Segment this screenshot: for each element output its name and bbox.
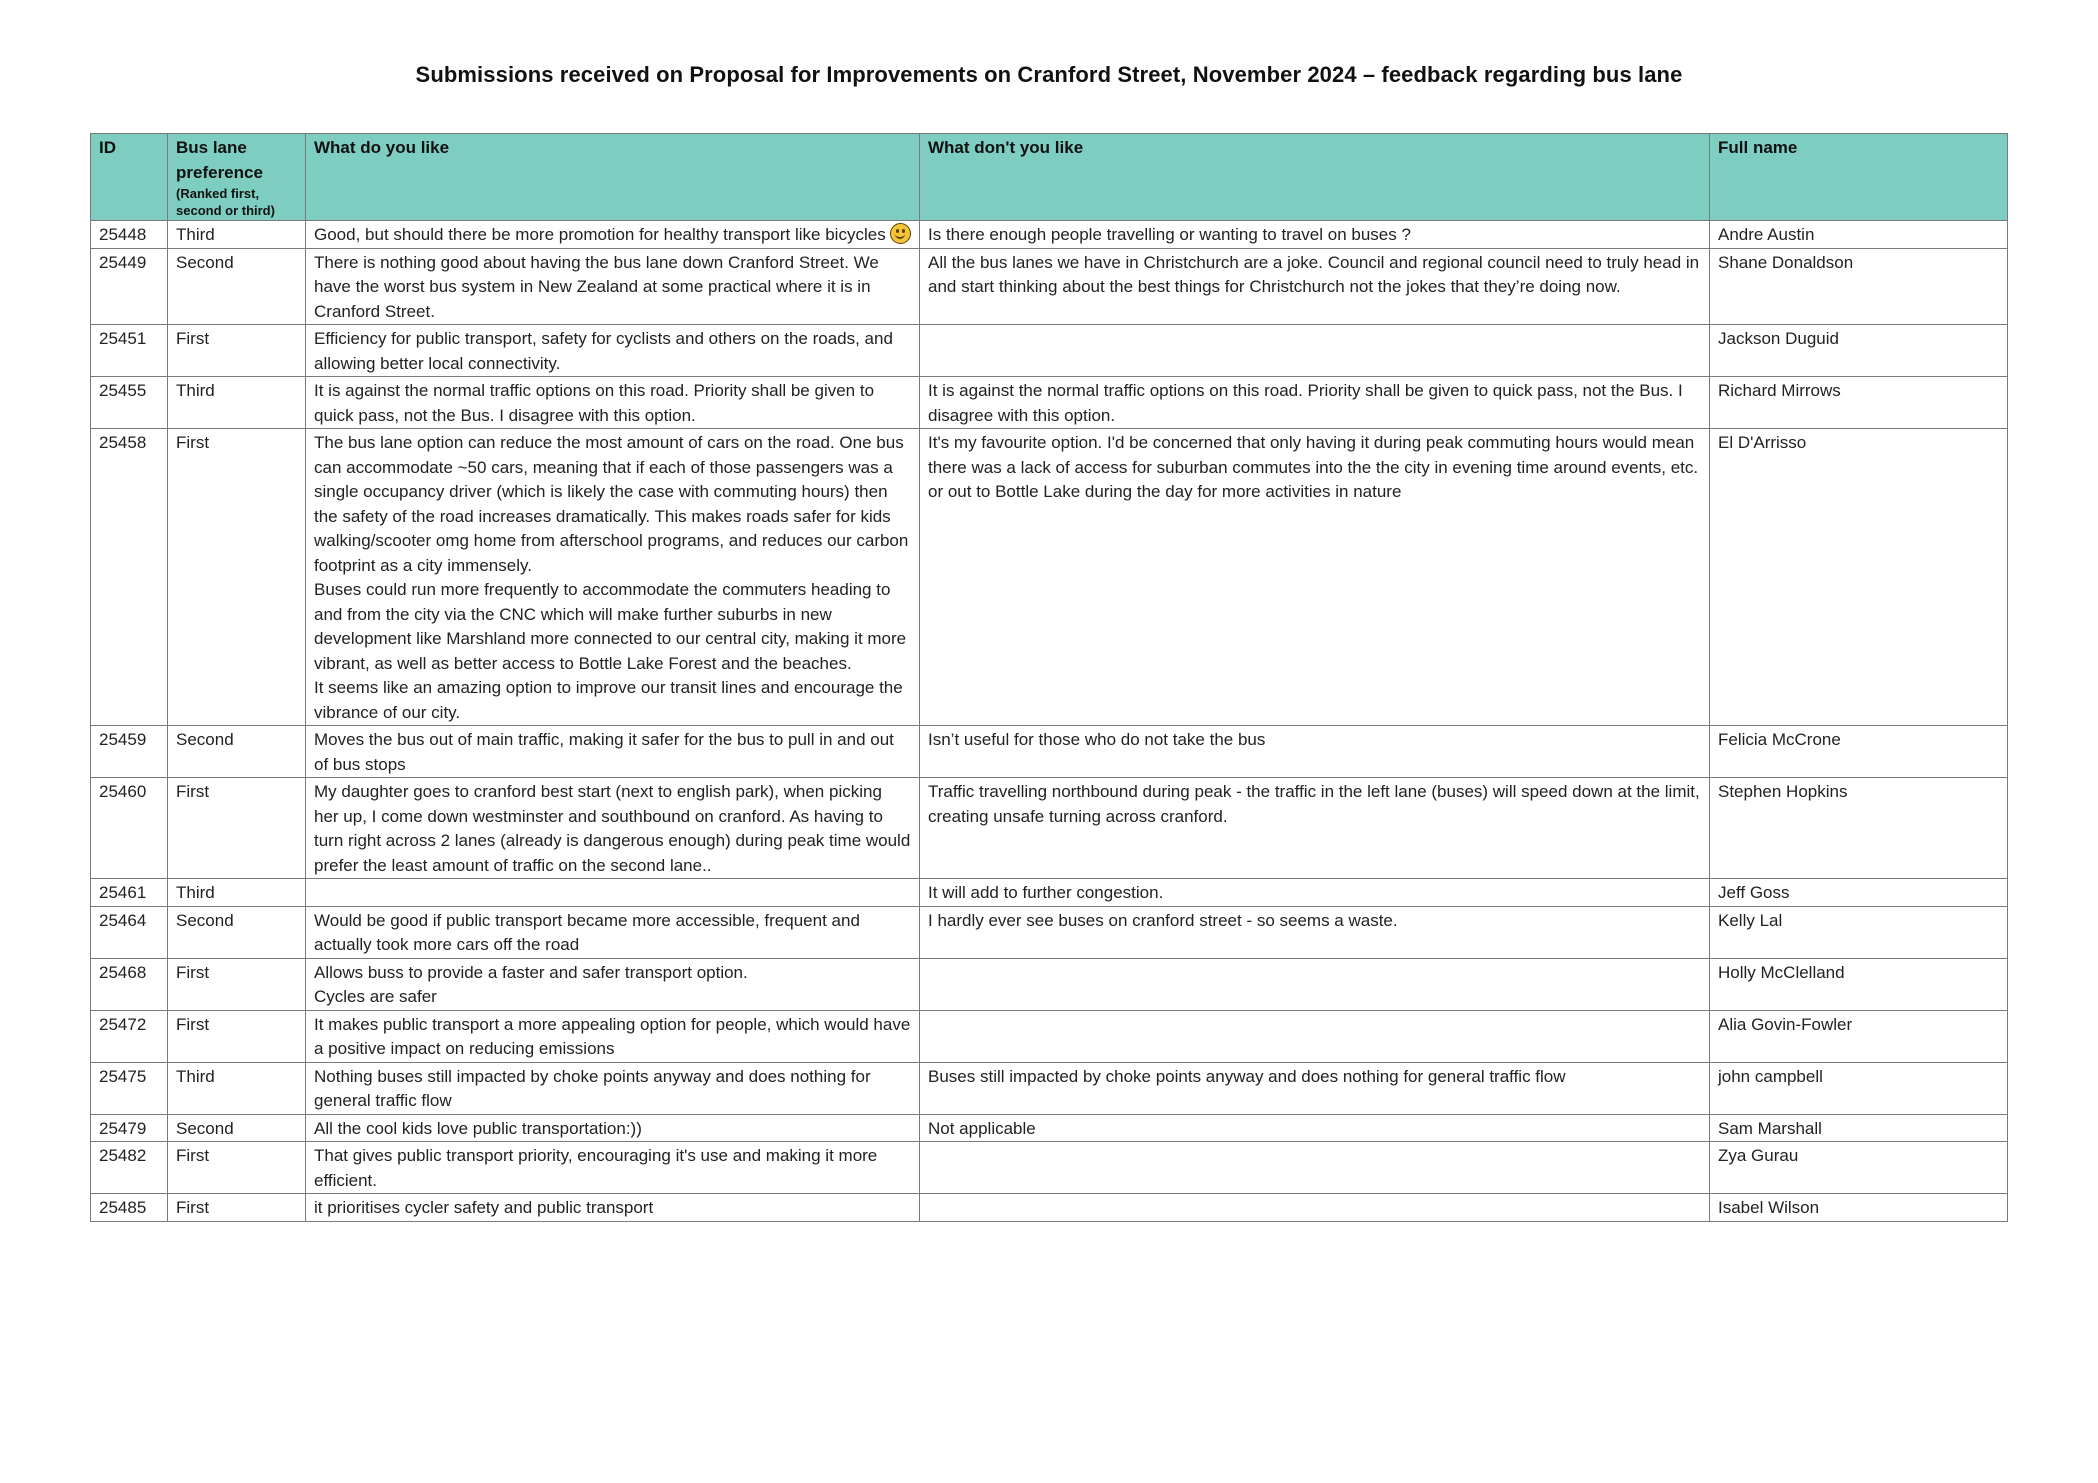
cell-like bbox=[306, 726, 920, 778]
cell-preference-text: Third bbox=[176, 381, 215, 400]
cell-full-name-text: Richard Mirrows bbox=[1718, 381, 1841, 400]
cell-id bbox=[91, 429, 168, 726]
cell-dislike-text: I hardly ever see buses on cranford street - so seems a waste. bbox=[928, 910, 1398, 930]
cell-id bbox=[91, 1142, 168, 1194]
cell-id bbox=[91, 906, 168, 958]
cell-preference bbox=[168, 1114, 306, 1142]
cell-full-name-text: El D'Arrisso bbox=[1718, 433, 1807, 452]
table-row bbox=[91, 778, 2008, 879]
header-id: ID bbox=[91, 134, 168, 221]
cell-like-text: Efficiency for public transport, safety for cyclists and others on the roads, and allowing better local connectivity. bbox=[314, 329, 893, 373]
cell-dislike bbox=[920, 778, 1710, 879]
cell-like-text: Allows buss to provide a faster and safer transport option. Cycles are safer bbox=[314, 962, 748, 1006]
cell-like bbox=[306, 879, 920, 907]
cell-like bbox=[306, 1062, 920, 1114]
cell-preference bbox=[168, 906, 306, 958]
cell-dislike-text: It's my favourite option. I'd be concerned that only having it during peak commuting hours would mean there was a lack of access for suburban commutes into the the city in evening time around events, etc. or out to Bottle Lake during the day for more activities in nature bbox=[928, 433, 1699, 501]
cell-preference bbox=[168, 248, 306, 325]
cell-preference-text: First bbox=[176, 782, 210, 801]
cell-dislike bbox=[920, 1194, 1710, 1222]
cell-like bbox=[306, 778, 920, 879]
cell-id bbox=[91, 1062, 168, 1114]
cell-full-name bbox=[1710, 221, 2008, 249]
cell-preference bbox=[168, 429, 306, 726]
cell-id-text: 25461 bbox=[99, 883, 147, 902]
cell-id-text: 25448 bbox=[99, 225, 147, 244]
cell-full-name bbox=[1710, 778, 2008, 879]
cell-id-text: 25479 bbox=[99, 1118, 147, 1138]
cell-id-text: 25485 bbox=[99, 1198, 147, 1217]
cell-id-text: 25472 bbox=[99, 1014, 147, 1034]
cell-preference bbox=[168, 1142, 306, 1194]
cell-like bbox=[306, 221, 920, 249]
cell-dislike-text: It will add to further congestion. bbox=[928, 883, 1164, 902]
cell-id-text: 25455 bbox=[99, 381, 147, 400]
cell-dislike bbox=[920, 221, 1710, 249]
cell-preference-text: Second bbox=[176, 730, 234, 749]
cell-preference bbox=[168, 879, 306, 907]
cell-preference bbox=[168, 1010, 306, 1062]
header-preference bbox=[168, 134, 306, 221]
cell-id-text: 25464 bbox=[99, 910, 147, 930]
cell-id-text: 25475 bbox=[99, 1066, 147, 1086]
table-row bbox=[91, 1010, 2008, 1062]
table-row bbox=[91, 879, 2008, 907]
cell-like bbox=[306, 429, 920, 726]
cell-like-text: it prioritises cycler safety and public transport bbox=[314, 1198, 654, 1217]
cell-dislike-text: All the bus lanes we have in Christchurch are a joke. Council and regional council need to truly head in and start thinking about the best things for Christchurch not the jokes that they’re doing now. bbox=[928, 252, 1700, 296]
header-dislike: What don't you like bbox=[920, 134, 1710, 221]
header-like: What do you like bbox=[306, 134, 920, 221]
header-name: Full name bbox=[1710, 134, 2008, 221]
cell-preference-text: First bbox=[176, 1014, 210, 1034]
cell-preference bbox=[168, 1194, 306, 1222]
cell-preference-text: First bbox=[176, 962, 210, 982]
cell-full-name bbox=[1710, 726, 2008, 778]
cell-like-text: All the cool kids love public transportation:)) bbox=[314, 1118, 642, 1138]
cell-full-name bbox=[1710, 958, 2008, 1010]
cell-full-name-text: Sam Marshall bbox=[1718, 1118, 1822, 1138]
cell-preference bbox=[168, 778, 306, 879]
cell-like-text: The bus lane option can reduce the most amount of cars on the road. One bus can accommodate ~50 cars, meaning that if each of those passengers was a single occupancy driver (which is likely the case with commuting hours) then the safety of the road increases dramatically. This makes roads safer for kids walking/scooter omg home from afterschool programs, and reduces our carbon footprint as a city immensely. Buses could run more frequently to accommodate the commuters heading to and from the city via the CNC which will make further suburbs in new development like Marshland more connected to our central city, making it more vibrant, as well as better access to Bottle Lake Forest and the beaches. It seems like an amazing option to improve our transit lines and encourage the vibrance of our city. bbox=[314, 433, 909, 722]
cell-full-name bbox=[1710, 325, 2008, 377]
cell-full-name-text: Zya Gurau bbox=[1718, 1146, 1799, 1165]
cell-full-name-text: Isabel Wilson bbox=[1718, 1198, 1820, 1217]
cell-preference bbox=[168, 958, 306, 1010]
cell-id-text: 25451 bbox=[99, 329, 147, 348]
table-row bbox=[91, 906, 2008, 958]
cell-full-name-text: Holly McClelland bbox=[1718, 962, 1845, 982]
cell-dislike bbox=[920, 906, 1710, 958]
cell-dislike bbox=[920, 248, 1710, 325]
cell-preference bbox=[168, 325, 306, 377]
smiling-face-icon bbox=[890, 223, 911, 244]
table-row bbox=[91, 377, 2008, 429]
cell-like-text: Good, but should there be more promotion for healthy transport like bicycles bbox=[314, 225, 886, 244]
cell-dislike-text: Isn’t useful for those who do not take the bus bbox=[928, 730, 1266, 749]
cell-dislike-text: Traffic travelling northbound during peak - the traffic in the left lane (buses) will speed down at the limit, creating unsafe turning across cranford. bbox=[928, 782, 1700, 826]
cell-full-name bbox=[1710, 1114, 2008, 1142]
cell-id bbox=[91, 1114, 168, 1142]
cell-like bbox=[306, 1010, 920, 1062]
cell-id-text: 25459 bbox=[99, 730, 147, 749]
table-body bbox=[91, 221, 2008, 1222]
cell-dislike-text: Not applicable bbox=[928, 1118, 1036, 1138]
cell-preference-text: Third bbox=[176, 883, 215, 902]
cell-id-text: 25458 bbox=[99, 433, 147, 452]
cell-dislike bbox=[920, 958, 1710, 1010]
table-row bbox=[91, 726, 2008, 778]
cell-id-text: 25482 bbox=[99, 1146, 147, 1165]
cell-full-name-text: Stephen Hopkins bbox=[1718, 782, 1848, 801]
cell-dislike bbox=[920, 325, 1710, 377]
cell-dislike bbox=[920, 726, 1710, 778]
cell-full-name bbox=[1710, 1010, 2008, 1062]
cell-full-name bbox=[1710, 1194, 2008, 1222]
cell-full-name-text: Kelly Lal bbox=[1718, 910, 1783, 930]
cell-like-text: Nothing buses still impacted by choke points anyway and does nothing for general traffic flow bbox=[314, 1066, 871, 1110]
cell-id-text: 25449 bbox=[99, 252, 147, 272]
cell-like bbox=[306, 1194, 920, 1222]
cell-preference-text: Second bbox=[176, 910, 234, 930]
cell-dislike bbox=[920, 377, 1710, 429]
cell-id bbox=[91, 879, 168, 907]
cell-dislike bbox=[920, 879, 1710, 907]
table-row bbox=[91, 221, 2008, 249]
table-row bbox=[91, 248, 2008, 325]
table-header-row bbox=[91, 134, 2008, 221]
cell-like-text: That gives public transport priority, encouraging it's use and making it more efficient. bbox=[314, 1146, 878, 1190]
cell-dislike bbox=[920, 1114, 1710, 1142]
cell-like bbox=[306, 325, 920, 377]
cell-dislike bbox=[920, 1142, 1710, 1194]
cell-like bbox=[306, 377, 920, 429]
cell-id bbox=[91, 726, 168, 778]
cell-like bbox=[306, 958, 920, 1010]
cell-like bbox=[306, 1142, 920, 1194]
table-row bbox=[91, 325, 2008, 377]
table-row bbox=[91, 1194, 2008, 1222]
cell-preference-text: First bbox=[176, 1146, 210, 1165]
cell-preference-text: Second bbox=[176, 1118, 234, 1138]
table-row bbox=[91, 429, 2008, 726]
cell-id bbox=[91, 377, 168, 429]
cell-full-name bbox=[1710, 429, 2008, 726]
cell-like-text: It is against the normal traffic options on this road. Priority shall be given to quick pass, not the Bus. I disagree with this option. bbox=[314, 381, 875, 425]
cell-like bbox=[306, 248, 920, 325]
document-title: Submissions received on Proposal for Improvements on Cranford Street, November 2024 – feedback regarding bus lane bbox=[415, 62, 1683, 87]
cell-like-text: There is nothing good about having the bus lane down Cranford Street. We have the worst bus system in New Zealand at some practical where it is in Cranford Street. bbox=[314, 252, 879, 321]
cell-full-name-text: Andre Austin bbox=[1718, 225, 1815, 244]
cell-full-name bbox=[1710, 879, 2008, 907]
cell-preference bbox=[168, 377, 306, 429]
cell-dislike bbox=[920, 1010, 1710, 1062]
cell-preference-text: Third bbox=[176, 225, 215, 244]
cell-dislike-text: It is against the normal traffic options on this road. Priority shall be given to quick pass, not the Bus. I disagree with this option. bbox=[928, 381, 1683, 425]
cell-full-name bbox=[1710, 1062, 2008, 1114]
cell-dislike-text: Is there enough people travelling or wanting to travel on buses ? bbox=[928, 225, 1411, 244]
cell-id bbox=[91, 958, 168, 1010]
cell-dislike-text: Buses still impacted by choke points anyway and does nothing for general traffic flow bbox=[928, 1066, 1566, 1086]
cell-id bbox=[91, 1194, 168, 1222]
cell-full-name bbox=[1710, 377, 2008, 429]
cell-like-text: My daughter goes to cranford best start (next to english park), when picking her up, I come down westminster and southbound on cranford. As having to turn right across 2 lanes (already is dangerous enough) during peak time would prefer the least amount of traffic on the second lane.. bbox=[314, 782, 911, 875]
cell-id bbox=[91, 248, 168, 325]
cell-preference bbox=[168, 221, 306, 249]
cell-id bbox=[91, 325, 168, 377]
cell-full-name-text: Shane Donaldson bbox=[1718, 252, 1854, 272]
cell-preference-text: Third bbox=[176, 1066, 215, 1086]
cell-full-name-text: Felicia McCrone bbox=[1718, 730, 1841, 749]
cell-full-name-text: Jeff Goss bbox=[1718, 883, 1790, 902]
cell-dislike bbox=[920, 429, 1710, 726]
cell-id-text: 25468 bbox=[99, 962, 147, 982]
cell-preference-text: First bbox=[176, 1198, 210, 1217]
cell-id bbox=[91, 778, 168, 879]
table-row bbox=[91, 1114, 2008, 1142]
cell-full-name-text: Alia Govin-Fowler bbox=[1718, 1014, 1853, 1034]
cell-preference-text: First bbox=[176, 329, 210, 348]
cell-dislike bbox=[920, 1062, 1710, 1114]
cell-full-name bbox=[1710, 906, 2008, 958]
cell-like bbox=[306, 1114, 920, 1142]
cell-preference-text: Second bbox=[176, 252, 234, 272]
cell-like-text: It makes public transport a more appealing option for people, which would have a positive impact on reducing emissions bbox=[314, 1014, 911, 1058]
cell-like-text: Would be good if public transport became more accessible, frequent and actually took more cars off the road bbox=[314, 910, 860, 954]
cell-preference-text: First bbox=[176, 433, 210, 452]
cell-full-name bbox=[1710, 248, 2008, 325]
cell-like-text: Moves the bus out of main traffic, making it safer for the bus to pull in and out of bus stops bbox=[314, 730, 894, 774]
cell-preference bbox=[168, 726, 306, 778]
table-row bbox=[91, 958, 2008, 1010]
header-preference-note: (Ranked first, second or third) bbox=[176, 186, 275, 218]
cell-like bbox=[306, 906, 920, 958]
table-row bbox=[91, 1062, 2008, 1114]
submissions-table bbox=[90, 133, 2008, 1222]
cell-full-name bbox=[1710, 1142, 2008, 1194]
cell-id-text: 25460 bbox=[99, 782, 147, 801]
cell-full-name-text: Jackson Duguid bbox=[1718, 329, 1839, 348]
table-row bbox=[91, 1142, 2008, 1194]
cell-id bbox=[91, 221, 168, 249]
cell-preference bbox=[168, 1062, 306, 1114]
cell-id bbox=[91, 1010, 168, 1062]
header-preference-label: Bus lane preference bbox=[176, 138, 263, 182]
cell-full-name-text: john campbell bbox=[1718, 1066, 1823, 1086]
